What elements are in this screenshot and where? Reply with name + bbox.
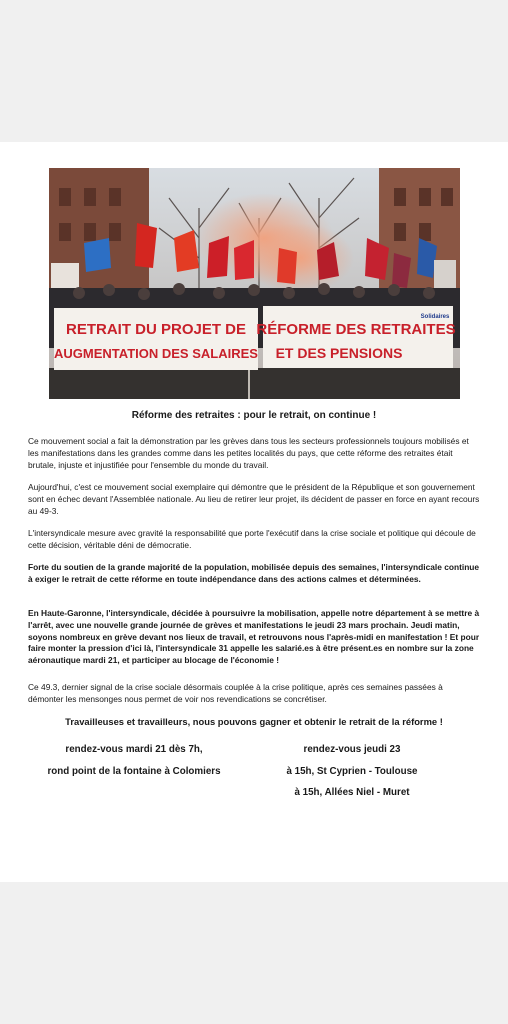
- rendezvous-left-line2: rond point de la fontaine à Colomiers: [47, 766, 221, 777]
- rendezvous-right: [262, 744, 442, 799]
- banner-left-line2: AUGMENTATION DES SALAIRES: [54, 346, 258, 361]
- paragraph-4: Forte du soutien de la grande majorité de la population, mobilisée depuis des semaines, l'intersyndicale continue à exiger le retrait de cette réforme en toute indépendance dans des actions calmes et déterminées.: [28, 562, 480, 584]
- slogan: Travailleuses et travailleurs, nous pouvons gagner et obtenir le retrait de la réforme !: [65, 716, 443, 727]
- paragraph-6: Ce 49.3, dernier signal de la crise sociale désormais couplée à la crise politique, après ces semaines passées à démonter les mensonges nous permet de voir nos revendications se concrétiser.: [28, 682, 443, 704]
- protest-photo: [49, 168, 460, 399]
- paragraph-1: Ce mouvement social a fait la démonstration par les grèves dans tous les secteurs professionnels toujours mobilisés et les manifestations dans les grandes comme dans les petites localités du pays, que cette réforme des retraites était brutale, injuste et injustifiée pour l'ensemble du monde du travail.: [28, 436, 469, 470]
- rendezvous-left-line1: rendez-vous mardi 21 dès 7h,: [65, 744, 203, 755]
- paragraph-3: L'intersyndicale mesure avec gravité la responsabilité que porte l'exécutif dans la crise sociale et politique qui découle de cette décision, véritable déni de démocratie.: [28, 528, 476, 550]
- banner-right-line2: ET DES PENSIONS: [275, 345, 403, 361]
- rendezvous-right-line1: rendez-vous jeudi 23: [303, 744, 401, 755]
- protest-photo-illustration: [49, 168, 460, 399]
- rendezvous-right-line3: à 15h, Allées Niel - Muret: [294, 787, 410, 798]
- banner-right-line1: RÉFORME DES RETRAITES: [256, 321, 456, 338]
- flyer-page: [0, 142, 508, 882]
- page-title: Réforme des retraites : pour le retrait, on continue !: [131, 410, 377, 421]
- rendezvous-left: [34, 744, 234, 778]
- banner-logo-text: Solidaires: [420, 314, 450, 320]
- paragraph-5: En Haute-Garonne, l'intersyndicale, décidée à poursuivre la mobilisation, appelle notre département à se mettre à l'arrêt, avec une nouvelle grande journée de grèves et manifestations le jeudi 23 mars prochain. Jeudi matin, soyons nombreux en grève devant nos lieux de travail, et retrouvons nous l'après-midi en manifestation ! Et pour faire monter la pression d'ici là, l'intersyndicale 31 appelle les salarié.es à être présent.es en nombre sur la zone aéronautique mardi 21, et participer au blocage de l'économie !: [28, 608, 480, 666]
- rendezvous-right-line2: à 15h, St Cyprien - Toulouse: [286, 766, 418, 777]
- paragraph-2: Aujourd'hui, c'est ce mouvement social exemplaire qui démontre que le président de la République et son gouvernement sont en échec devant l'Assemblée nationale. Au lieu de retirer leur projet, ils décident de passer en force en ayant recours au 49-3.: [28, 482, 480, 516]
- banner-left-line1: RETRAIT DU PROJET DE: [65, 321, 247, 338]
